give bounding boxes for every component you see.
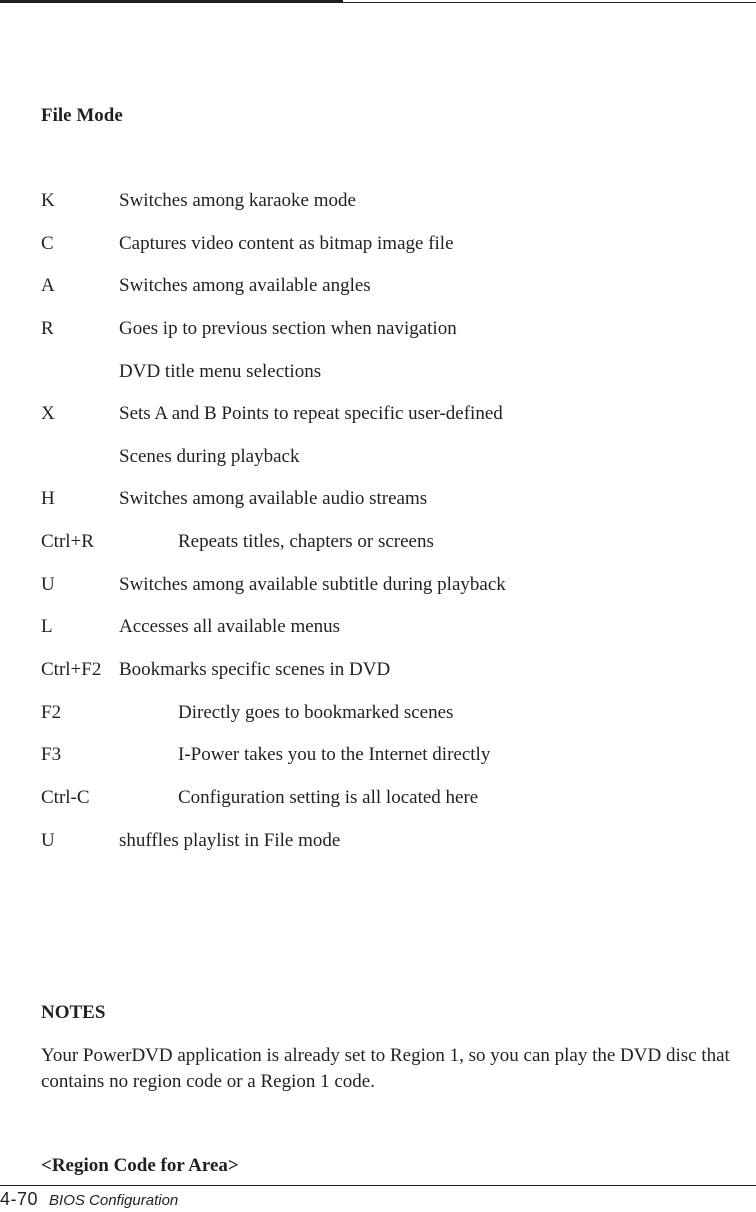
shortcut-row xyxy=(41,190,741,233)
shortcut-row xyxy=(41,616,741,659)
shortcut-key: Ctrl+R xyxy=(41,531,94,553)
shortcut-key: Ctrl+F2 xyxy=(41,659,102,681)
shortcut-description: Bookmarks specific scenes in DVD xyxy=(119,659,391,681)
shortcut-key: H xyxy=(41,488,55,510)
notes-body: Your PowerDVD application is already set to Region 1, so you can play the DVD disc that contains no region code or a Region 1 code. xyxy=(41,1045,730,1092)
shortcut-description: Directly goes to bookmarked scenes xyxy=(178,701,454,723)
shortcut-description: I-Power takes you to the Internet directly xyxy=(178,744,491,766)
shortcut-key: C xyxy=(41,232,54,254)
shortcut-row xyxy=(41,659,741,702)
header-rule-thin xyxy=(343,2,756,3)
footer-rule xyxy=(0,1185,756,1186)
shortcut-key: X xyxy=(41,403,55,425)
shortcut-row-continuation xyxy=(41,361,741,404)
shortcut-row xyxy=(41,275,741,318)
shortcut-key: U xyxy=(41,829,55,851)
shortcut-key: K xyxy=(41,190,55,211)
shortcut-description: Switches among karaoke mode xyxy=(119,190,356,211)
shortcut-description: Switches among available audio streams xyxy=(119,488,428,510)
region-code-heading: <Region Code for Area> xyxy=(41,1155,239,1176)
header-rule-thick xyxy=(0,0,343,3)
shortcut-description: Accesses all available menus xyxy=(119,616,341,638)
shortcut-description: Repeats titles, chapters or screens xyxy=(178,531,434,553)
shortcut-row xyxy=(41,744,741,787)
shortcut-row-continuation xyxy=(41,446,741,489)
shortcut-key: A xyxy=(41,275,55,297)
shortcut-description: Goes ip to previous section when navigation xyxy=(119,317,457,339)
shortcut-row xyxy=(41,574,741,617)
shortcut-key: F3 xyxy=(41,744,62,766)
shortcut-description: Configuration setting is all located here xyxy=(178,786,479,808)
shortcut-description: Sets A and B Points to repeat specific user-defined xyxy=(119,403,503,425)
shortcut-description: Captures video content as bitmap image file xyxy=(119,232,454,254)
shortcut-key: Ctrl-C xyxy=(41,786,90,808)
shortcut-row xyxy=(41,403,741,446)
shortcut-description: shuffles playlist in File mode xyxy=(119,829,341,851)
shortcut-description: Switches among available angles xyxy=(119,275,371,297)
footer-chapter-title: BIOS Configuration xyxy=(49,1192,179,1209)
shortcut-description: Switches among available subtitle during playback xyxy=(119,573,506,595)
shortcut-key: R xyxy=(41,317,54,339)
shortcut-row xyxy=(41,488,741,531)
shortcut-description: Scenes during playback xyxy=(119,445,300,467)
shortcut-key: F2 xyxy=(41,701,62,723)
shortcut-row xyxy=(41,318,741,361)
page-number: 4-70 xyxy=(0,1189,39,1209)
section-title: File Mode xyxy=(41,105,123,126)
notes-heading: NOTES xyxy=(41,1002,106,1023)
shortcut-description: DVD title menu selections xyxy=(119,360,322,382)
shortcut-key: L xyxy=(41,616,53,638)
shortcut-row xyxy=(41,233,741,276)
shortcut-row xyxy=(41,787,741,830)
shortcut-row xyxy=(41,702,741,745)
shortcut-row xyxy=(41,830,741,873)
shortcut-key: U xyxy=(41,573,55,595)
page-footer xyxy=(0,1188,178,1210)
shortcut-row xyxy=(41,531,741,574)
shortcut-list xyxy=(41,190,741,872)
